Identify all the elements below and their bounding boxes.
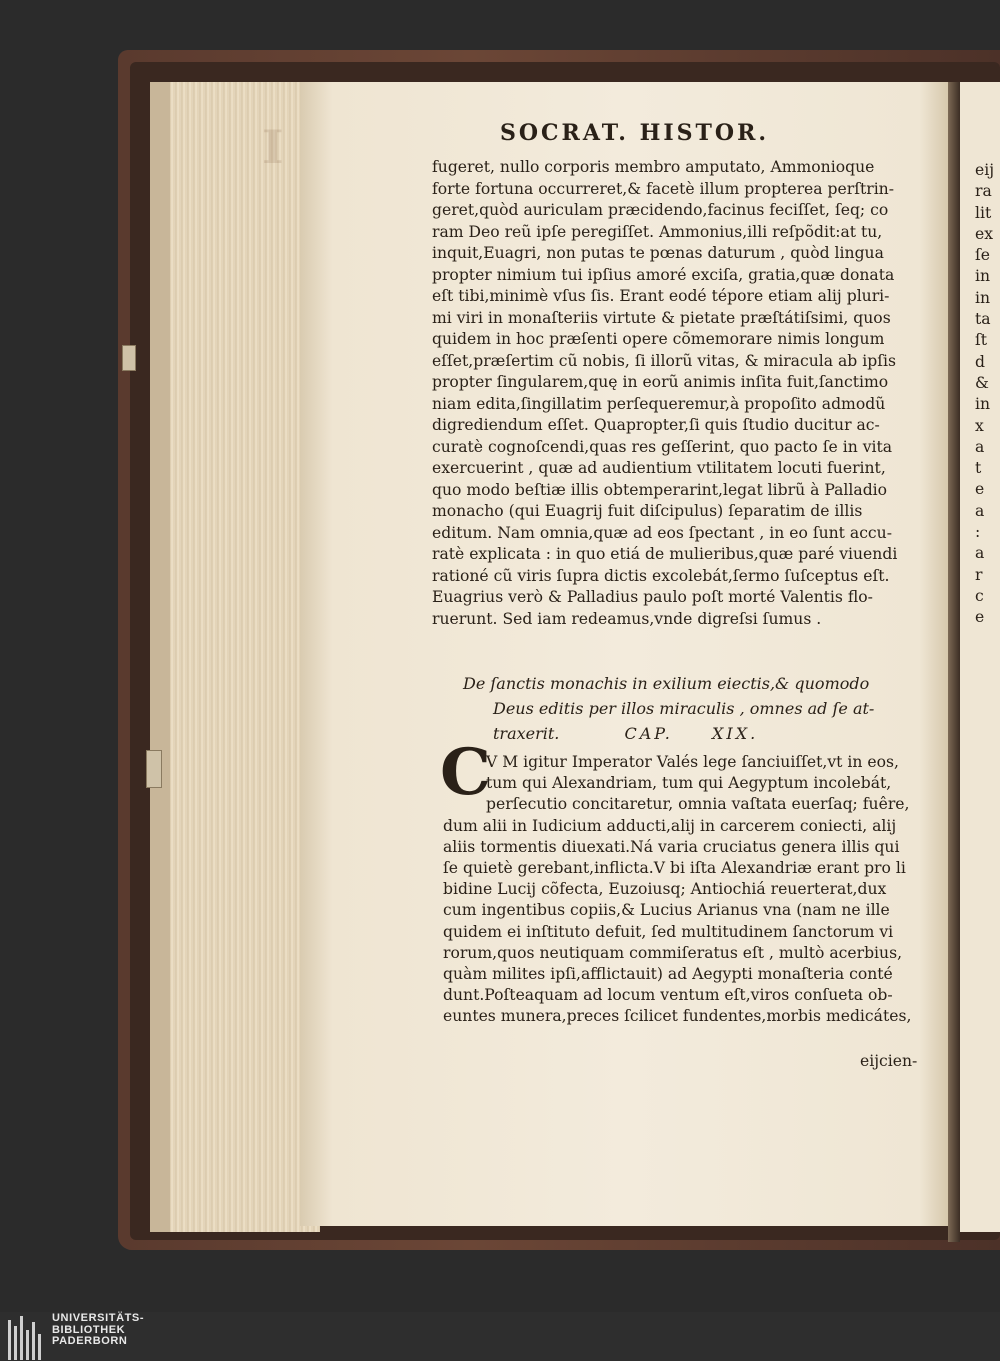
chapter-text-indented: [486, 752, 909, 816]
text-line: inquit,Euagri, non putas te pœnas daturum , quòd lingua: [432, 244, 884, 262]
text-line: tum qui Alexandriam, tum qui Aegyptum incolebát,: [486, 774, 892, 793]
fragment: e: [975, 480, 985, 499]
footer-bar: [0, 1312, 1000, 1361]
text-line: editum. Nam omnia,quæ ad eos ſpectant , in eo ſunt accu-: [432, 523, 892, 542]
text-line: eſſet,præſertim cũ nobis, ſi illorũ vitas, & miracula ab ipſis: [432, 351, 896, 370]
fragment: c: [975, 586, 984, 605]
fragment: a: [975, 544, 985, 563]
text-line: quàm milites ipſi,afflictauit) ad Aegypti monaſteria conté: [443, 964, 893, 983]
text-line: V M igitur Imperator Valés lege ſanciuiſſet,vt in eos,: [486, 753, 899, 771]
fragment: eij: [975, 161, 995, 179]
text-line: cum ingentibus copiis,& Lucius Arianus vna (nam ne ille: [443, 901, 890, 920]
clasp-upper: [122, 345, 136, 371]
text-line: exercuerint , quæ ad audientium vtilitatem locuti fuerint,: [432, 459, 886, 477]
fragment: &: [975, 373, 989, 392]
fragment: a: [975, 501, 985, 520]
page-stack-edge: [150, 82, 170, 1232]
text-line: aliis tormentis diuexati.Ná varia cruciatus genera illis qui: [443, 837, 900, 856]
text-line: perſecutio concitaretur, omnia vaſtata euerſaq; fuêre,: [486, 795, 910, 814]
text-line: dum alii in Iudicium adducti,alij in carcerem coniecti, alij: [443, 816, 897, 835]
text-line: geret,quòd auriculam præcidendo,facinus feciſſet, ſeq; co: [432, 201, 889, 219]
fragment: :: [975, 523, 981, 542]
clasp-lower: [146, 750, 162, 788]
fragment: in: [975, 267, 991, 286]
text-line: monacho (qui Euagrij fuit diſcipulus) ſeparatim de illis: [432, 502, 863, 520]
fragment: a: [975, 437, 985, 456]
fragment: in: [975, 288, 991, 307]
heading-line: [463, 721, 874, 746]
heading-line: Deus editis per illos miraculis , omnes ad ſe at-: [493, 699, 875, 718]
fragment: e: [975, 608, 985, 627]
chapter-text: [443, 816, 911, 1028]
fragment: ſt: [975, 331, 988, 350]
facing-page-text: [975, 160, 994, 629]
text-line: quidem ei inſtituto defuit, ſed multitudinem ſanctorum vi: [443, 922, 894, 941]
body-text: [432, 157, 897, 630]
text-line: euntes munera,preces ſcilicet fundentes,morbis medicátes,: [443, 1007, 912, 1026]
text-line: digrediendum eſſet. Quapropter,ſi quis ſtudio ducitur ac-: [432, 416, 880, 434]
logo-line: UNIVERSITÄTS-: [52, 1312, 145, 1324]
logo-line: PADERBORN: [52, 1335, 128, 1347]
text-line: ratè explicata : in quo etiá de mulieribus,quæ paré viuendi: [432, 545, 898, 563]
text-line: mi viri in monaſteriis virtute & pietate præſtátiſsimi, quos: [432, 308, 891, 327]
fragment: in: [975, 395, 991, 414]
text-line: niam edita,ſingillatim perſequeremur,à propoſito admodũ: [432, 394, 886, 413]
text-line: ruerunt. Sed iam redeamus,vnde digreſsi ſumus .: [432, 609, 822, 628]
library-logo-text: [52, 1313, 144, 1348]
text-line: rationé cũ viris ſupra dictis excolebát,ſermo ſuſceptus eſt.: [432, 566, 890, 585]
text-line: ſe quietè gerebant,inflicta.V bi iſta Alexandriæ erant pro li: [443, 858, 906, 877]
text-line: fugeret, nullo corporis membro amputato, Ammonioque: [432, 158, 875, 176]
text-line: bidine Lucij cõfecta, Euzoiusq; Antiochiá reuerterat,dux: [443, 880, 887, 899]
text-line: quidem in hoc præſenti opere cõmemorare nimis longum: [432, 330, 885, 348]
book-gutter: [948, 82, 960, 1242]
text-line: Euagrius verò & Palladius paulo poſt morté Valentis flo-: [432, 588, 873, 606]
logo-line: BIBLIOTHEK: [52, 1323, 126, 1336]
chapter-number: XIX.: [711, 724, 759, 743]
catchword: eijcien-: [860, 1052, 918, 1070]
text-line: propter nimium tui ipſius amoré exciſa, gratia,quæ donata: [432, 265, 895, 284]
text-line: curatè cognoſcendi,quas res geſſerint, quo pacto ſe in vita: [432, 437, 893, 456]
text-line: rorum,quos neutiquam commiſeratus eſt , multò acerbius,: [443, 943, 903, 962]
chapter-label: CAP.: [624, 724, 673, 743]
heading-line: De ſanctis monachis in exilium eiectis,& quomodo: [463, 674, 870, 693]
running-head: SOCRAT. HISTOR.: [500, 120, 770, 146]
fragment: lit: [975, 203, 992, 222]
show-through-mark: I: [262, 120, 284, 174]
fragment: ſe: [975, 246, 990, 265]
text-line: eſt tibi,minimè vſus ſis. Erant eodé tépore etiam alij pluri-: [432, 287, 890, 305]
text-line: dunt.Poſteaquam ad locum ventum eſt,viros conſueta ob-: [443, 986, 893, 1005]
fragment: x: [975, 416, 984, 435]
fragment: ex: [975, 224, 994, 243]
drop-cap: C: [440, 735, 491, 810]
text-line: propter ſingularem,quę in eorũ animis inſita fuit,ſanctimo: [432, 373, 889, 391]
chapter-heading: [463, 671, 874, 746]
library-logo-icon: [6, 1314, 46, 1360]
text-line: forte fortuna occurreret,& facetè illum propterea perſtrin-: [432, 179, 894, 198]
heading-line-end: traxerit.: [493, 724, 560, 743]
page-stack: [150, 82, 320, 1232]
fragment: t: [975, 459, 982, 478]
text-line: ram Deo reũ ipſe peregiſſet. Ammonius,illi reſpõdit:at tu,: [432, 222, 883, 241]
fragment: ta: [975, 310, 991, 329]
fragment: r: [975, 565, 983, 584]
fragment: d: [975, 352, 985, 371]
text-line: quo modo beſtiæ illis obtemperarint,legat librũ à Palladio: [432, 480, 888, 499]
fragment: ra: [975, 182, 992, 201]
